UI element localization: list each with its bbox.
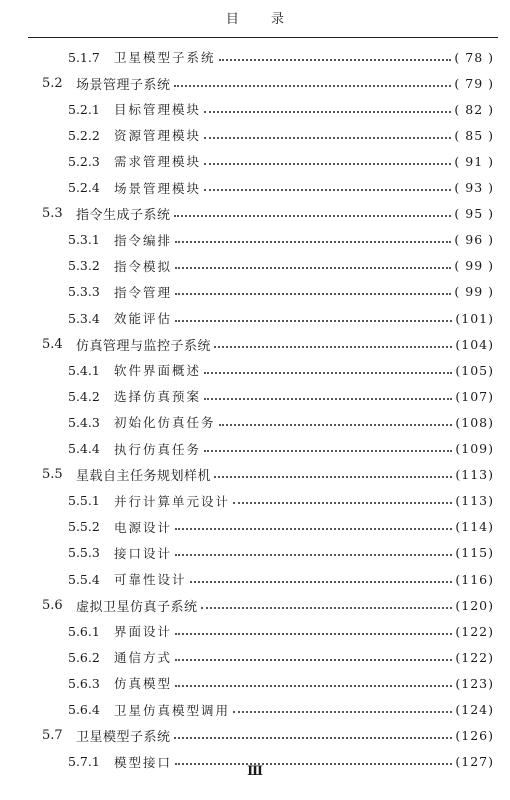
toc-entry-page: (123) — [455, 675, 494, 691]
toc-entry-page: (113) — [455, 493, 494, 509]
toc-dot-leader — [190, 580, 453, 583]
toc-dot-leader — [174, 736, 453, 739]
toc-entry-title: 可靠性设计 — [114, 572, 187, 587]
toc-entry-title: 接口设计 — [114, 545, 173, 561]
toc-dot-leader — [219, 58, 452, 61]
toc-dot-leader — [174, 84, 452, 87]
toc-dot-leader — [175, 658, 452, 661]
toc-dot-leader — [233, 710, 452, 713]
toc-subsection-row[interactable] — [68, 229, 494, 251]
toc-entry-title: 指令模拟 — [114, 258, 173, 274]
toc-entry-number: 5.3.2 — [68, 258, 100, 274]
toc-entry-title: 指令管理 — [114, 284, 173, 300]
toc-entry-number: 5.2.3 — [68, 153, 100, 169]
toc-entry-number: 5.5.3 — [68, 545, 100, 561]
toc-dot-leader — [214, 345, 452, 348]
toc-dot-leader — [174, 214, 452, 217]
toc-dot-leader — [204, 162, 451, 165]
toc-subsection-row[interactable] — [68, 646, 494, 668]
toc-dot-leader — [204, 371, 452, 374]
toc-entry-number: 5.3 — [42, 206, 63, 222]
toc-entry-title: 模型接口 — [114, 754, 173, 770]
toc-entry-title: 电源设计 — [114, 519, 173, 535]
toc-dot-leader — [175, 240, 451, 243]
toc-entry-number: 5.4 — [42, 336, 63, 352]
toc-entry-page: ( 95 ) — [454, 206, 494, 222]
toc-entry-number: 5.6.4 — [68, 702, 100, 717]
toc-entry-number: 5.5 — [42, 467, 63, 483]
page-number: Ⅲ — [247, 764, 263, 779]
toc-entry-number: 5.1.7 — [68, 49, 100, 65]
toc-dot-leader — [233, 501, 452, 504]
toc-subsection-row[interactable] — [68, 359, 494, 381]
toc-subsection-row[interactable] — [68, 177, 494, 199]
toc-entry-page: (101) — [455, 310, 494, 326]
toc-entry-title: 执行仿真任务 — [114, 441, 202, 457]
toc-entry-page: (124) — [455, 702, 494, 717]
toc-entry-page: ( 78 ) — [454, 49, 494, 65]
toc-section-row[interactable] — [42, 594, 494, 616]
toc-entry-title: 指令编排 — [114, 232, 173, 248]
toc-entry-title: 软件界面概述 — [114, 363, 202, 379]
toc-dot-leader — [201, 606, 453, 609]
header-rule — [28, 37, 498, 38]
toc-entry-page: (114) — [455, 519, 494, 535]
toc-entry-page: ( 85 ) — [454, 127, 494, 143]
toc-subsection-row[interactable] — [68, 307, 494, 329]
toc-entry-number: 5.3.3 — [68, 284, 100, 300]
toc-entry-title: 仿真模型 — [114, 676, 173, 692]
toc-entry-number: 5.4.4 — [68, 441, 100, 456]
toc-dot-leader — [175, 292, 451, 295]
toc-entry-title: 效能评估 — [114, 311, 173, 326]
toc-entry-page: (120) — [455, 597, 494, 613]
toc-entry-number: 5.5.4 — [68, 571, 100, 587]
toc-subsection-row[interactable] — [68, 124, 494, 146]
toc-subsection-row[interactable] — [68, 46, 494, 68]
toc-entry-number: 5.3.4 — [68, 310, 100, 326]
toc-entry-page: ( 91 ) — [454, 153, 494, 169]
toc-dot-leader — [175, 527, 452, 530]
toc-dot-leader — [175, 266, 451, 269]
toc-subsection-row[interactable] — [68, 620, 494, 642]
toc-entry-page: ( 79 ) — [454, 75, 494, 91]
toc-section-row[interactable] — [42, 333, 494, 355]
toc-subsection-row[interactable] — [68, 281, 494, 303]
toc-dot-leader — [204, 136, 451, 139]
toc-subsection-row[interactable] — [68, 490, 494, 512]
toc-entry-page: (104) — [455, 336, 494, 352]
toc-entry-title: 需求管理模块 — [114, 154, 202, 170]
toc-entry-number: 5.2 — [42, 75, 63, 91]
toc-subsection-row[interactable] — [68, 438, 494, 460]
toc-subsection-row[interactable] — [68, 516, 494, 538]
toc-entry-number: 5.4.1 — [68, 362, 100, 378]
toc-subsection-row[interactable] — [68, 385, 494, 407]
toc-entry-title: 仿真管理与监控子系统 — [76, 338, 212, 354]
toc-entry-page: ( 82 ) — [454, 101, 494, 117]
toc-section-row[interactable] — [42, 464, 494, 486]
toc-entry-page: (127) — [455, 754, 494, 770]
toc-entry-title: 卫星仿真模型调用 — [114, 702, 231, 718]
toc-section-row[interactable] — [42, 72, 494, 94]
toc-entry-page: (122) — [455, 649, 494, 665]
toc-subsection-row[interactable] — [68, 411, 494, 433]
toc-entry-title: 卫星模型子系统 — [76, 730, 171, 746]
toc-entry-page: (115) — [455, 545, 494, 561]
toc-entry-page: ( 99 ) — [454, 284, 494, 300]
toc-entry-page: (107) — [455, 388, 494, 404]
toc-subsection-row[interactable] — [68, 150, 494, 172]
toc-subsection-row[interactable] — [68, 255, 494, 277]
toc-entry-title: 场景管理子系统 — [76, 77, 171, 93]
toc-entry-number: 5.2.2 — [68, 127, 100, 143]
toc-entry-title: 卫星模型子系统 — [114, 50, 216, 65]
toc-entry-title: 选择仿真预案 — [114, 389, 202, 405]
toc-entry-title: 资源管理模块 — [114, 128, 202, 144]
toc-entry-number: 5.4.2 — [68, 388, 100, 404]
toc-entry-title: 目标管理模块 — [114, 102, 202, 118]
toc-dot-leader — [204, 397, 452, 400]
toc-entry-page: ( 93 ) — [454, 180, 494, 195]
toc-entry-number: 5.6.1 — [68, 623, 100, 639]
toc-subsection-row[interactable] — [68, 672, 494, 694]
toc-dot-leader — [175, 553, 452, 556]
toc-entry-page: (105) — [455, 362, 494, 378]
toc-entry-title: 通信方式 — [114, 650, 173, 666]
toc-entry-page: (108) — [455, 414, 494, 430]
toc-entry-title: 并行计算单元设计 — [114, 493, 231, 509]
toc-entry-number: 5.6.2 — [68, 649, 100, 665]
toc-entry-title: 场景管理模块 — [114, 180, 202, 196]
toc-entry-number: 5.5.2 — [68, 519, 100, 535]
toc-subsection-row[interactable] — [68, 568, 494, 590]
toc-dot-leader — [175, 632, 452, 635]
toc-entry-page: ( 99 ) — [454, 258, 494, 274]
toc-entry-number: 5.7 — [42, 728, 63, 744]
toc-entry-title: 指令生成子系统 — [76, 208, 171, 224]
toc-dot-leader — [204, 188, 451, 191]
toc-entry-page: (109) — [455, 441, 494, 456]
toc-entry-title: 初始化仿真任务 — [114, 415, 216, 431]
toc-dot-leader — [204, 110, 451, 113]
toc-entry-number: 5.7.1 — [68, 754, 100, 770]
toc-entry-number: 5.3.1 — [68, 232, 100, 248]
toc-subsection-row[interactable] — [68, 699, 494, 721]
toc-entry-title: 星载自主任务规划样机 — [76, 469, 212, 485]
toc-entry-number: 5.5.1 — [68, 493, 100, 509]
toc-section-row[interactable] — [42, 725, 494, 747]
toc-entry-title: 界面设计 — [114, 624, 173, 640]
toc-entry-page: (122) — [455, 623, 494, 639]
toc-dot-leader — [204, 449, 452, 452]
toc-subsection-row[interactable] — [68, 98, 494, 120]
toc-dot-leader — [219, 423, 453, 426]
toc-section-row[interactable] — [42, 203, 494, 225]
toc-dot-leader — [175, 684, 452, 687]
toc-entry-title: 虚拟卫星仿真子系统 — [76, 599, 198, 615]
toc-entry-page: (116) — [455, 571, 494, 587]
toc-entry-number: 5.2.4 — [68, 180, 100, 195]
toc-entry-number: 5.6.3 — [68, 675, 100, 691]
toc-entry-number: 5.4.3 — [68, 414, 100, 430]
toc-entry-number: 5.2.1 — [68, 101, 100, 117]
toc-entry-page: (126) — [455, 728, 494, 744]
toc-dot-leader — [175, 319, 452, 322]
toc-entry-page: ( 96 ) — [454, 232, 494, 248]
toc-entry-page: (113) — [455, 467, 494, 483]
toc-subsection-row[interactable] — [68, 542, 494, 564]
toc-entry-number: 5.6 — [42, 597, 63, 613]
toc-dot-leader — [214, 475, 452, 478]
page-header-title: 目 录 — [225, 12, 299, 27]
